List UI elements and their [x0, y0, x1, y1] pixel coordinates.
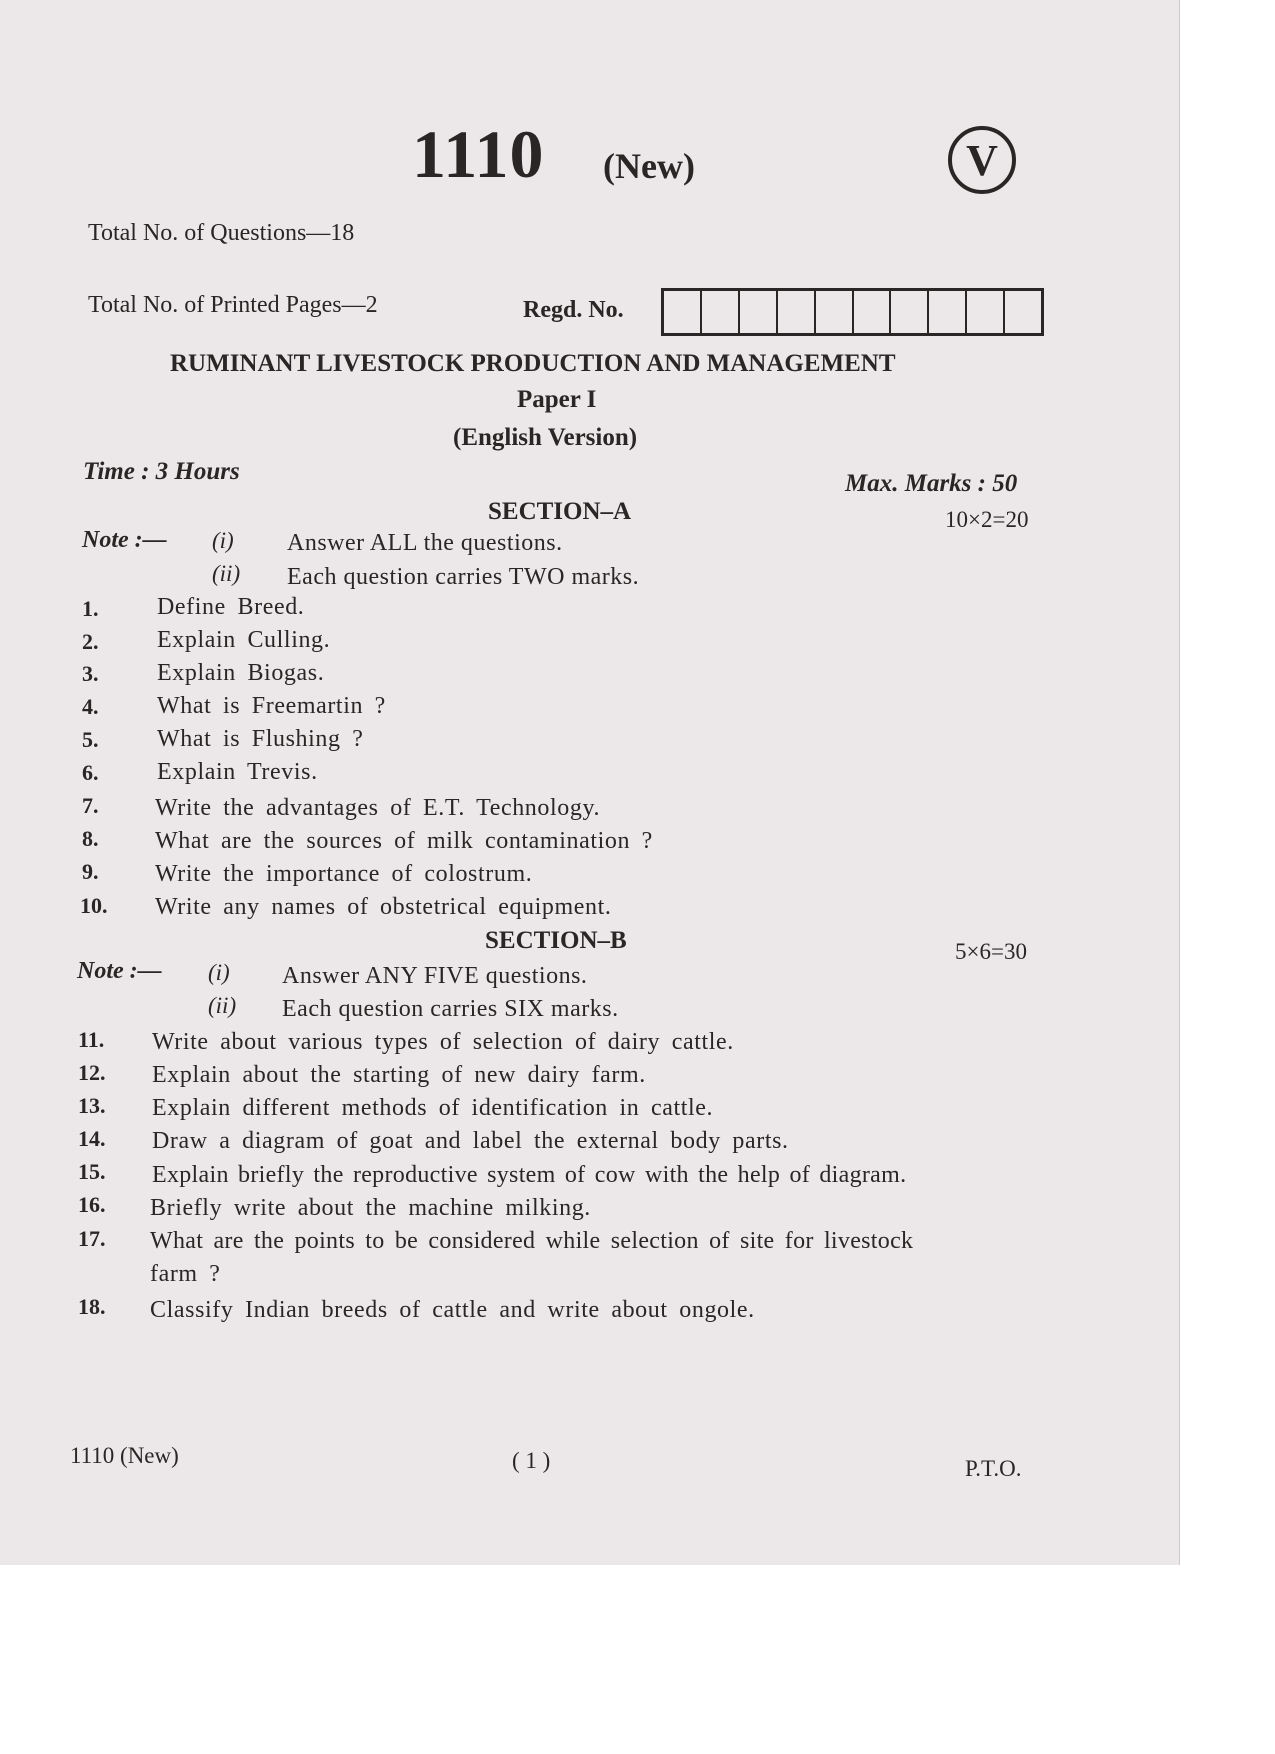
question-text: Briefly write about the machine milking.: [150, 1195, 591, 1221]
question-text: Draw a diagram of goat and label the external body parts.: [152, 1128, 789, 1154]
total-pages: Total No. of Printed Pages—2: [88, 292, 378, 318]
question-number: 6.: [82, 760, 99, 785]
question-number: 7.: [82, 793, 99, 818]
regd-box[interactable]: [854, 291, 892, 333]
question-text: Explain Biogas.: [157, 660, 325, 686]
regd-box[interactable]: [967, 291, 1005, 333]
question-number: 17.: [78, 1226, 106, 1251]
regd-box[interactable]: [702, 291, 740, 333]
question-text: What is Flushing ?: [157, 726, 364, 752]
paper-edge: [1179, 0, 1180, 1565]
section-a-heading: SECTION–A: [488, 498, 632, 525]
question-number: 16.: [78, 1192, 106, 1217]
question-text-continued: farm ?: [150, 1261, 221, 1287]
section-b-note-label: Note :—: [77, 958, 162, 984]
question-text: Write the advantages of E.T. Technology.: [155, 795, 601, 821]
question-number: 8.: [82, 826, 99, 851]
question-number: 15.: [78, 1159, 106, 1184]
question-number: 18.: [78, 1294, 106, 1319]
question-text: Explain about the starting of new dairy farm.: [152, 1062, 646, 1088]
question-number: 13.: [78, 1093, 106, 1118]
question-number: 14.: [78, 1126, 106, 1151]
paper-number: Paper I: [517, 386, 597, 413]
section-a-marks: 10×2=20: [945, 507, 1029, 532]
subject-title: RUMINANT LIVESTOCK PRODUCTION AND MANAGEMENT: [170, 350, 896, 377]
question-number: 2.: [82, 629, 99, 654]
paper-version: (English Version): [453, 424, 638, 451]
question-number: 1.: [82, 596, 99, 621]
question-text: Explain briefly the reproductive system of cow with the help of diagram.: [152, 1162, 907, 1188]
section-a-note-label: Note :—: [82, 527, 167, 553]
exam-time: Time : 3 Hours: [83, 458, 240, 485]
question-number: 4.: [82, 694, 99, 719]
question-number: 9.: [82, 859, 99, 884]
regd-box[interactable]: [664, 291, 702, 333]
note-text: Answer ANY FIVE questions.: [282, 963, 588, 989]
question-text: Classify Indian breeds of cattle and write about ongole.: [150, 1297, 755, 1323]
version-badge: V: [948, 126, 1016, 194]
regd-box[interactable]: [778, 291, 816, 333]
page-number: ( 1 ): [512, 1448, 551, 1473]
question-text: Write any names of obstetrical equipment.: [155, 894, 612, 920]
paper-code: 1110: [412, 116, 545, 192]
total-questions: Total No. of Questions—18: [88, 220, 355, 246]
question-text: Explain different methods of identification in cattle.: [152, 1095, 714, 1121]
max-marks: Max. Marks : 50: [845, 470, 1018, 497]
note-number: (i): [208, 960, 230, 985]
question-number: 10.: [80, 893, 108, 918]
note-text: Answer ALL the questions.: [287, 530, 563, 556]
section-b-heading: SECTION–B: [485, 927, 627, 954]
pto-label: P.T.O.: [965, 1456, 1022, 1481]
regd-box[interactable]: [1005, 291, 1041, 333]
note-text: Each question carries TWO marks.: [287, 564, 640, 590]
question-text: Explain Culling.: [157, 627, 331, 653]
note-number: (ii): [208, 993, 237, 1018]
question-text: What is Freemartin ?: [157, 693, 386, 719]
question-number: 5.: [82, 727, 99, 752]
note-number: (ii): [212, 561, 241, 586]
paper-code-suffix: (New): [603, 146, 695, 186]
section-b-marks: 5×6=30: [955, 939, 1027, 964]
question-number: 3.: [82, 661, 99, 686]
footer-paper-code: 1110 (New): [70, 1443, 179, 1468]
note-text: Each question carries SIX marks.: [282, 996, 619, 1022]
regd-box[interactable]: [891, 291, 929, 333]
question-text: What are the sources of milk contamination ?: [155, 828, 653, 854]
question-text: Write the importance of colostrum.: [155, 861, 533, 887]
note-number: (i): [212, 528, 234, 553]
question-number: 11.: [78, 1027, 105, 1052]
question-text: Write about various types of selection of dairy cattle.: [152, 1029, 734, 1055]
regd-number-boxes[interactable]: [661, 288, 1044, 336]
regd-box[interactable]: [740, 291, 778, 333]
question-text: What are the points to be considered while selection of site for livestock: [150, 1228, 914, 1254]
question-number: 12.: [78, 1060, 106, 1085]
regd-label: Regd. No.: [523, 297, 624, 323]
question-text: Define Breed.: [157, 594, 305, 620]
regd-box[interactable]: [816, 291, 854, 333]
question-text: Explain Trevis.: [157, 759, 318, 785]
regd-box[interactable]: [929, 291, 967, 333]
